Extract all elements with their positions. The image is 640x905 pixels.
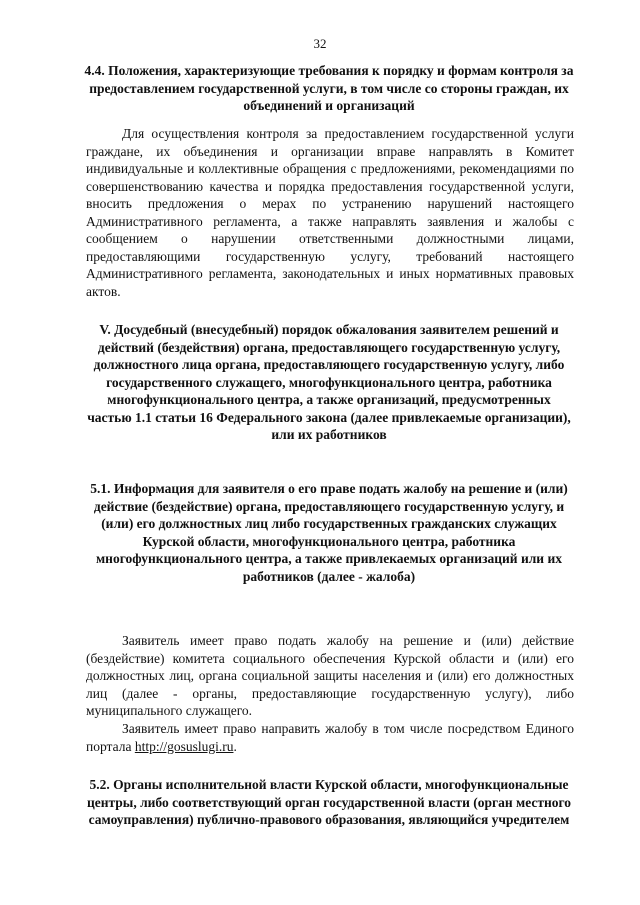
paragraph-2-end: . xyxy=(233,738,237,754)
section-5-2-heading: 5.2. Органы исполнительной власти Курской области, многофункциональные центры, либо соответствующий орган государственной власти (орган местного самоуправления) публично-правового образования, являющийся учредителем xyxy=(86,777,572,827)
section-5-1-paragraph-2 xyxy=(86,720,574,755)
section-4-4-heading: 4.4. Положения, характеризующие требования к порядку и формам контроля за предоставлением государственной услуги, в том числе со стороны граждан, их объединений и организаций xyxy=(84,63,574,113)
page-number: 32 xyxy=(313,36,327,51)
paragraph-2-text: Заявитель имеет право направить жалобу в том числе посредством Единого портала xyxy=(86,721,574,754)
gosuslugi-link[interactable]: http://gosuslugi.ru xyxy=(134,738,234,754)
section-4-4-paragraph: Для осуществления контроля за предоставлением государственной услуги граждане, их объединения и организации вправе направлять в Комитет индивидуальные и коллективные обращения с предложениями, рекомендациями по совершенствованию качества и порядка предоставления государственной услуги, вносить предложения о мерах по устранению нарушений настоящего Административного регламента, а также направлять заявления и жалобы с сообщением о нарушении ответственными должностными лицами, предоставляющими государственную услугу, требований настоящего Административного регламента, законодательных и иных нормативных правовых актов. xyxy=(86,126,574,299)
section-5-1-paragraph-1: Заявитель имеет право подать жалобу на решение и (или) действие (бездействие) комитета социального обеспечения Курской области и (или) его должностных лиц, органа социальной защиты населения и (или) его должностных лиц (далее - органы, предоставляющие государственную услугу), либо муниципального служащего. xyxy=(86,633,574,718)
section-5-heading: V. Досудебный (внесудебный) порядок обжалования заявителем решений и действий (бездействия) органа, предоставляющего государственную услугу, должностного лица органа, предоставляющего государственную услугу, либо государственного служащего, многофункционального центра, работника многофункционального центра, а также организаций, предусмотренных частью 1.1 статьи 16 Федерального закона (далее привлекаемые организации), или их работников xyxy=(87,322,571,442)
section-5-1-heading: 5.1. Информация для заявителя о его праве подать жалобу на решение и (или) действие (бездействие) органа, предоставляющего государственную услугу, и (или) его должностных лиц либо государственных гражданских служащих Курской области, многофункционального центра, работника многофункционального центра, а также привлекаемых организаций или их работников (далее - жалоба) xyxy=(90,481,568,584)
